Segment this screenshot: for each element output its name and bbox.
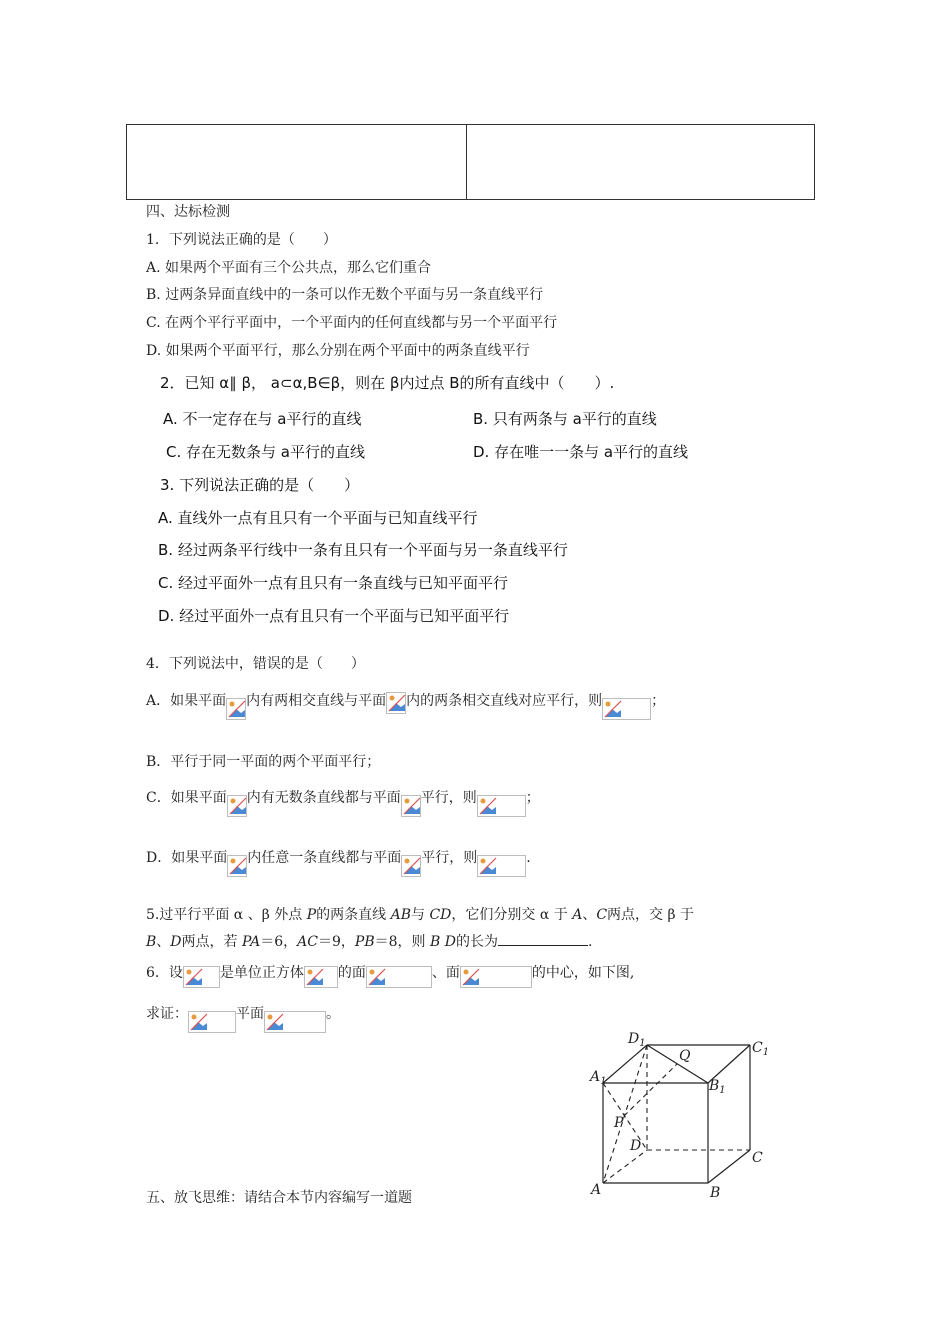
q4-option-c (146, 787, 540, 809)
q3-option-b: B. 经过两条平行线中一条有且只有一个平面与另一条直线平行 (158, 541, 568, 559)
q2-stem: 2．已知 α∥ β， a⊂α,B∈β，则在 β内过点 B的所有直线中（ ）. (160, 374, 615, 392)
q4-c-text-1: C．如果平面 (146, 790, 227, 806)
q6-text: 、面 (431, 965, 460, 981)
broken-image-icon (401, 795, 421, 817)
q6-text: 平面 (236, 1006, 264, 1022)
q6-text: 求证： (146, 1006, 188, 1022)
q6-text: 。 (326, 1006, 340, 1022)
q5-line-ab: AB (390, 907, 411, 923)
q5-text: 的两条直线 (316, 907, 391, 923)
hidden-diagonal-d1-a (603, 1045, 647, 1183)
q5-text: ，它们分别交 α 于 (451, 907, 573, 923)
label-b1: $B_1$ (709, 1078, 726, 1096)
q3-option-a: A. 直线外一点有且只有一个平面与已知直线平行 (158, 509, 478, 527)
q3-option-d: D. 经过平面外一点有且只有一个平面与已知平面平行 (158, 607, 510, 625)
q5-text: 的长为 (455, 934, 498, 950)
broken-image-icon (227, 855, 247, 877)
q1-option-a: A. 如果两个平面有三个公共点，那么它们重合 (146, 260, 432, 276)
table-divider (466, 125, 467, 199)
q3-stem: 3. 下列说法正确的是（ ） (160, 476, 360, 494)
q5-text: ＝9， (317, 934, 355, 950)
broken-image-icon (183, 966, 220, 988)
broken-image-icon (602, 698, 651, 720)
q4-d-text-1: D．如果平面 (146, 850, 228, 866)
q4-stem: 4．下列说法中，错误的是（ ） (146, 656, 365, 672)
q4-d-text-3: 平行，则 (421, 850, 478, 866)
q4-a-text-3: 内的两条相交直线对应平行，则 (406, 693, 603, 709)
q4-d-text-4: . (526, 850, 531, 866)
q5-text: 两点，若 (181, 934, 242, 950)
q4-option-b: B．平行于同一平面的两个平面平行； (146, 754, 381, 770)
q5-text: . (587, 934, 593, 950)
edge-b-c (708, 1150, 750, 1183)
q5-pb: PB (354, 934, 375, 950)
section-title-5: 五、放飞思维：请结合本节内容编写一道题 (146, 1190, 412, 1206)
q4-d-text-2: 内任意一条直线都与平面 (247, 850, 402, 866)
broken-image-icon (304, 966, 338, 988)
q6-text: 的面 (337, 965, 366, 981)
q5-line-1 (146, 904, 694, 924)
q4-option-a (146, 690, 665, 712)
broken-image-icon (188, 1011, 236, 1033)
q5-text: ＝8，则 (374, 934, 430, 950)
q5-text: 、 (156, 934, 171, 950)
q2-option-a: A. 不一定存在与 a平行的直线 (163, 410, 362, 428)
q4-a-text-1: A．如果平面 (146, 693, 227, 709)
q5-text: 、 (582, 907, 597, 923)
broken-image-icon (401, 855, 421, 877)
q5-point-d: D (170, 934, 182, 950)
q6-text: 6．设 (146, 965, 183, 981)
hidden-segment-p-q (624, 1064, 677, 1116)
q4-c-text-3: 平行，则 (420, 790, 477, 806)
q6-line (146, 962, 634, 984)
q2-option-d: D. 存在唯一一条与 a平行的直线 (473, 443, 689, 461)
q5-text: ＝6， (260, 934, 298, 950)
q5-point-p: P (306, 907, 317, 923)
broken-image-icon (264, 1011, 326, 1033)
q6-proof-line (146, 1003, 340, 1025)
q5-text: 5.过平行平面 α 、β 外点 (146, 907, 307, 923)
q4-c-text-2: 内有无数条直线都与平面 (246, 790, 401, 806)
q6-text: 的中心，如下图, (531, 965, 635, 981)
q2-option-b: B. 只有两条与 a平行的直线 (473, 410, 657, 428)
q5-line-cd: CD (429, 907, 452, 923)
broken-image-icon (460, 966, 532, 988)
q1-option-b: B. 过两条异面直线中的一条可以作无数个平面与另一条直线平行 (146, 287, 544, 303)
q4-a-text-4: ； (651, 693, 666, 709)
label-q: Q (679, 1048, 691, 1064)
q5-point-c: C (596, 907, 608, 923)
label-a1: $A_1$ (590, 1069, 607, 1087)
label-d: D (630, 1138, 642, 1154)
q1-stem: 1．下列说法正确的是（ ） (146, 232, 337, 248)
broken-image-icon (386, 692, 406, 714)
q4-c-text-4: ； (525, 790, 540, 806)
q5-text: 与 (411, 907, 430, 923)
q2-option-c: C. 存在无数条与 a平行的直线 (166, 443, 365, 461)
q5-ac: AC (297, 934, 318, 950)
broken-image-icon (227, 795, 247, 817)
q5-bd: B D (429, 934, 456, 950)
label-c: C (752, 1150, 763, 1166)
broken-image-icon (226, 698, 246, 720)
label-d1: $D_1$ (628, 1031, 646, 1049)
diagonal-d1-b1 (647, 1045, 708, 1083)
label-p: P (614, 1115, 624, 1131)
q4-a-text-2: 内有两相交直线与平面 (246, 693, 387, 709)
q6-text: 是单位正方体 (219, 965, 304, 981)
section-title-4: 四、达标检测 (146, 204, 230, 220)
label-a: A (591, 1182, 602, 1198)
label-c1: $C_1$ (752, 1040, 770, 1058)
q1-option-c: C. 在两个平行平面中，一个平面内的任何直线都与另一个平面平行 (146, 315, 558, 331)
q3-option-c: C. 经过平面外一点有且只有一条直线与已知平面平行 (158, 574, 509, 592)
answer-table (126, 124, 815, 200)
broken-image-icon (477, 795, 526, 817)
hidden-edge-a-d (603, 1150, 647, 1183)
q5-text: 两点，交 β 于 (607, 907, 695, 923)
answer-blank[interactable] (498, 933, 588, 946)
q4-option-d (146, 847, 531, 869)
broken-image-icon (366, 966, 432, 988)
q5-point-a: A (572, 907, 583, 923)
q5-line-2 (146, 931, 592, 951)
broken-image-icon (477, 855, 526, 877)
label-b: B (710, 1185, 721, 1201)
q1-option-d: D. 如果两个平面平行，那么分别在两个平面中的两条直线平行 (146, 343, 530, 359)
cube-diagram (585, 1025, 775, 1205)
q5-point-b: B (146, 934, 157, 950)
q5-pa: PA (241, 934, 261, 950)
